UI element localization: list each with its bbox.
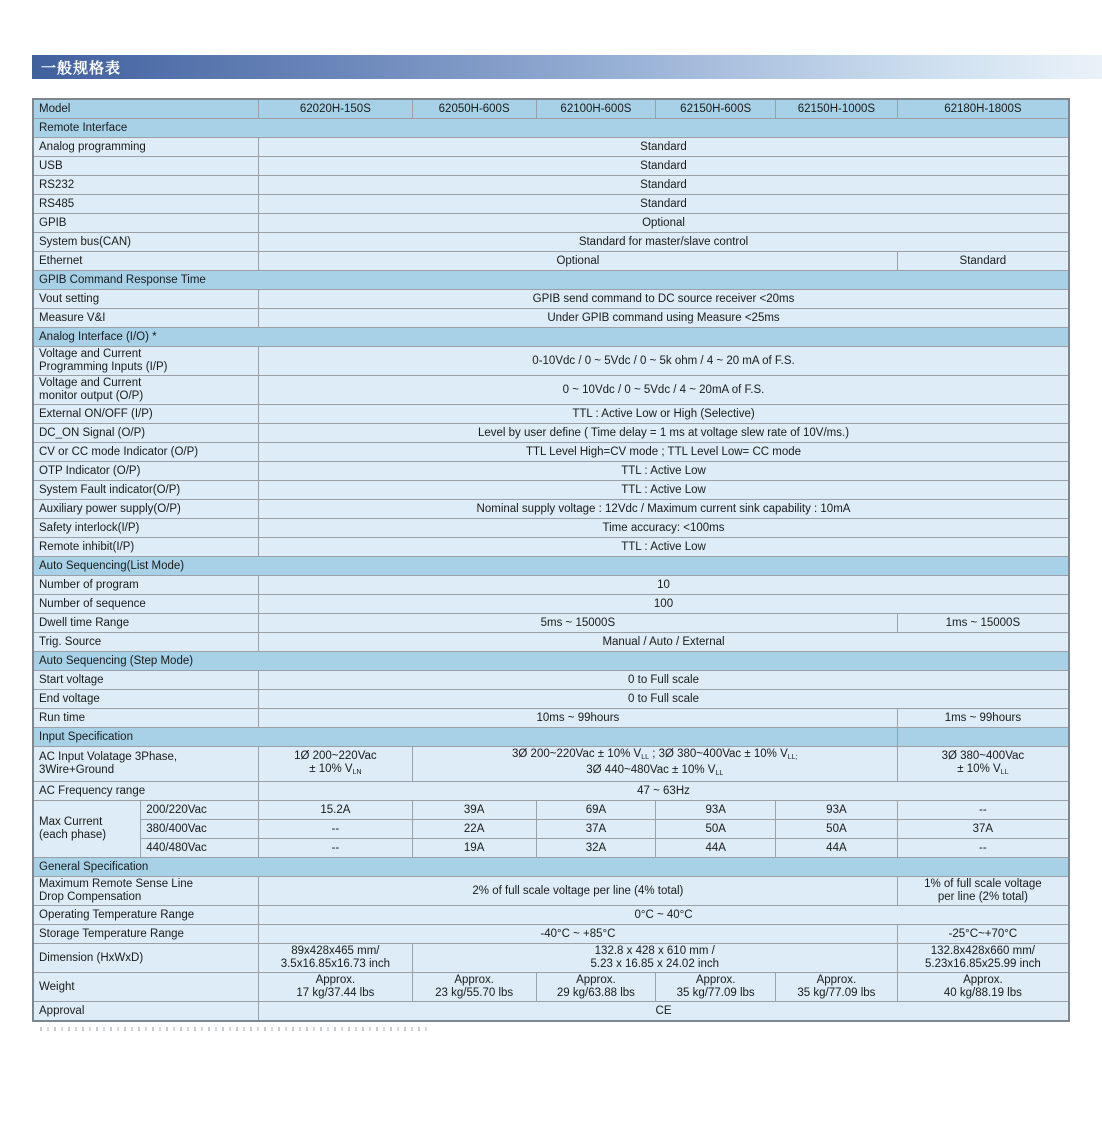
dimension-mid-line2: 5.23 x 16.85 x 24.02 inch <box>590 958 720 970</box>
row-label: External ON/OFF (I/P) <box>33 405 259 424</box>
cell-value: 93A <box>656 801 776 820</box>
row-value: 0 to Full scale <box>259 671 1069 690</box>
cell-value: 69A <box>536 801 656 820</box>
ac-input-col6 <box>897 747 1069 782</box>
weight-value: 17 kg/37.44 lbs <box>296 987 375 999</box>
spec-row <box>33 747 1069 782</box>
cell-value: -- <box>259 820 413 839</box>
spec-row <box>33 839 1069 858</box>
row-value: Manual / Auto / External <box>259 633 1069 652</box>
spec-row <box>33 1002 1069 1022</box>
row-label: RS232 <box>33 176 259 195</box>
section-header-row <box>33 119 1069 138</box>
spec-row <box>33 973 1069 1002</box>
ac-input-mid-line2: 3Ø 440~480Vac ± 10% $V_{LL}$ <box>586 764 724 777</box>
dimension-col1-line1: 89x428x465 mm/ <box>291 945 380 957</box>
row-value: Standard <box>259 195 1069 214</box>
cell-value: 50A <box>776 820 898 839</box>
dimension-col1-line2: 3.5x16.85x16.73 inch <box>280 958 391 970</box>
dimension-col1 <box>259 944 413 973</box>
row-value-last: 1ms ~ 15000S <box>897 614 1069 633</box>
spec-row <box>33 944 1069 973</box>
spec-row <box>33 405 1069 424</box>
spec-row <box>33 801 1069 820</box>
dimension-col6-line2: 5.23x16.85x25.99 inch <box>925 958 1041 970</box>
cell-value: 32A <box>536 839 656 858</box>
section-title: GPIB Command Response Time <box>33 271 1069 290</box>
section-title: General Specification <box>33 858 1069 877</box>
section-title: Analog Interface (I/O) * <box>33 328 1069 347</box>
row-label: Operating Temperature Range <box>33 906 259 925</box>
spec-row <box>33 538 1069 557</box>
model-name: 62150H-600S <box>656 99 776 119</box>
cell-value: 37A <box>536 820 656 839</box>
section-header-spacer-cell <box>897 728 1069 747</box>
dimension-mid <box>412 944 897 973</box>
weight-cell <box>536 973 656 1002</box>
ac-input-col6-line1: 3Ø 380~400Vac <box>941 749 1025 762</box>
spec-row <box>33 214 1069 233</box>
spec-row <box>33 462 1069 481</box>
spec-row <box>33 595 1069 614</box>
spec-row <box>33 690 1069 709</box>
row-label-line2: Drop Compensation <box>39 891 142 903</box>
row-value: Standard <box>259 176 1069 195</box>
row-value: GPIB send command to DC source receiver <20ms <box>259 290 1069 309</box>
cell-value: 37A <box>897 820 1069 839</box>
cell-value: 19A <box>412 839 536 858</box>
row-label: GPIB <box>33 214 259 233</box>
spec-row <box>33 424 1069 443</box>
max-current-sublabel: 200/220Vac <box>141 801 259 820</box>
section-header-row <box>33 271 1069 290</box>
row-label-line2: Programming Inputs (I/P) <box>39 361 168 373</box>
model-name: 62150H-1000S <box>776 99 898 119</box>
spec-row <box>33 157 1069 176</box>
weight-approx: Approx. <box>576 974 616 986</box>
spec-row <box>33 376 1069 405</box>
weight-cell <box>897 973 1069 1002</box>
cell-value: 22A <box>412 820 536 839</box>
row-label <box>33 747 259 782</box>
model-name: 62180H-1800S <box>897 99 1069 119</box>
dimension-mid-line1: 132.8 x 428 x 610 mm / <box>594 945 715 957</box>
model-header-row <box>33 99 1069 119</box>
ac-input-mid-line1: 3Ø 200~220Vac ± 10% $V_{LL}$ ; 3Ø 380~400Vac ± 10% $V_{LL;}$ <box>512 748 798 761</box>
row-value: -40°C ~ +85°C <box>259 925 898 944</box>
spec-row <box>33 233 1069 252</box>
spec-table <box>32 98 1070 1022</box>
row-value: Under GPIB command using Measure <25ms <box>259 309 1069 328</box>
row-label: Auxiliary power supply(O/P) <box>33 500 259 519</box>
section-title: Input Specification <box>33 728 897 747</box>
model-name: 62100H-600S <box>536 99 656 119</box>
spec-row <box>33 906 1069 925</box>
weight-cell <box>656 973 776 1002</box>
row-value: CE <box>259 1002 1069 1022</box>
row-label: Ethernet <box>33 252 259 271</box>
row-value: 2% of full scale voltage per line (4% total) <box>259 877 898 906</box>
cell-value: -- <box>259 839 413 858</box>
row-label: USB <box>33 157 259 176</box>
section-header-row <box>33 557 1069 576</box>
row-label: Measure V&I <box>33 309 259 328</box>
row-value-last-line1: 1% of full scale voltage <box>924 878 1042 890</box>
row-value: 0-10Vdc / 0 ~ 5Vdc / 0 ~ 5k ohm / 4 ~ 20 mA of F.S. <box>259 347 1069 376</box>
row-value: TTL Level High=CV mode ; TTL Level Low= CC mode <box>259 443 1069 462</box>
weight-cell <box>412 973 536 1002</box>
weight-approx: Approx. <box>454 974 494 986</box>
weight-cell <box>776 973 898 1002</box>
weight-value: 35 kg/77.09 lbs <box>797 987 876 999</box>
max-current-label-line1: Max Current <box>39 816 103 828</box>
spec-row <box>33 481 1069 500</box>
section-title: Remote Interface <box>33 119 1069 138</box>
cell-value: 50A <box>656 820 776 839</box>
section-header-row <box>33 728 1069 747</box>
truncated-footnote-text <box>40 1027 430 1031</box>
section-header-row <box>33 858 1069 877</box>
row-label <box>33 877 259 906</box>
row-label: Weight <box>33 973 259 1002</box>
spec-row <box>33 176 1069 195</box>
section-title: Auto Sequencing (Step Mode) <box>33 652 1069 671</box>
weight-value: 29 kg/63.88 lbs <box>556 987 635 999</box>
spec-row <box>33 576 1069 595</box>
row-label: Approval <box>33 1002 259 1022</box>
row-label: AC Frequency range <box>33 782 259 801</box>
weight-approx: Approx. <box>963 974 1003 986</box>
spec-row <box>33 252 1069 271</box>
section-header-row <box>33 652 1069 671</box>
weight-approx: Approx. <box>816 974 857 986</box>
spec-row <box>33 709 1069 728</box>
row-label: Analog programming <box>33 138 259 157</box>
row-value: 0°C ~ 40°C <box>259 906 1069 925</box>
spec-row <box>33 500 1069 519</box>
row-value: 0 to Full scale <box>259 690 1069 709</box>
spec-row <box>33 290 1069 309</box>
row-value: TTL : Active Low <box>259 481 1069 500</box>
row-label: CV or CC mode Indicator (O/P) <box>33 443 259 462</box>
row-label: End voltage <box>33 690 259 709</box>
row-value: 10 <box>259 576 1069 595</box>
weight-approx: Approx. <box>315 974 356 986</box>
spec-row <box>33 138 1069 157</box>
model-label: Model <box>33 99 259 119</box>
row-value: Time accuracy: <100ms <box>259 519 1069 538</box>
row-label: Start voltage <box>33 671 259 690</box>
row-value: Standard <box>259 138 1069 157</box>
row-value: 0 ~ 10Vdc / 0 ~ 5Vdc / 4 ~ 20mA of F.S. <box>259 376 1069 405</box>
ac-input-col1 <box>259 747 413 782</box>
row-label: Dimension (HxWxD) <box>33 944 259 973</box>
cell-value: 39A <box>412 801 536 820</box>
row-value: Level by user define ( Time delay = 1 ms at voltage slew rate of 10V/ms.) <box>259 424 1069 443</box>
max-current-sublabel: 440/480Vac <box>141 839 259 858</box>
page-title: 一般规格表 <box>41 59 122 77</box>
row-value-last: 1ms ~ 99hours <box>897 709 1069 728</box>
spec-row <box>33 195 1069 214</box>
row-label-line2: monitor output (O/P) <box>39 390 144 402</box>
row-label: Vout setting <box>33 290 259 309</box>
row-value: 100 <box>259 595 1069 614</box>
row-value: TTL : Active Low <box>259 462 1069 481</box>
weight-cell <box>259 973 413 1002</box>
row-value: 47 ~ 63Hz <box>259 782 1069 801</box>
ac-input-col1-line2: ± 10% $V_{LN}$ <box>309 762 362 776</box>
row-label <box>33 347 259 376</box>
row-label: System Fault indicator(O/P) <box>33 481 259 500</box>
row-label-line1: Voltage and Current <box>39 377 142 389</box>
cell-value: 44A <box>776 839 898 858</box>
dimension-col6-line1: 132.8x428x660 mm/ <box>930 945 1035 957</box>
spec-row <box>33 671 1069 690</box>
row-value: Standard for master/slave control <box>259 233 1069 252</box>
spec-row <box>33 820 1069 839</box>
row-value: Optional <box>259 214 1069 233</box>
max-current-sublabel: 380/400Vac <box>141 820 259 839</box>
row-label: Number of program <box>33 576 259 595</box>
cell-value: -- <box>897 839 1069 858</box>
row-value: TTL : Active Low <box>259 538 1069 557</box>
spec-row <box>33 877 1069 906</box>
model-name: 62020H-150S <box>259 99 413 119</box>
section-title: Auto Sequencing(List Mode) <box>33 557 1069 576</box>
row-value: Standard <box>259 157 1069 176</box>
weight-value: 40 kg/88.19 lbs <box>943 987 1022 999</box>
spec-row <box>33 633 1069 652</box>
row-label: System bus(CAN) <box>33 233 259 252</box>
row-label: RS485 <box>33 195 259 214</box>
spec-row <box>33 443 1069 462</box>
cell-value: 93A <box>776 801 898 820</box>
row-label: DC_ON Signal (O/P) <box>33 424 259 443</box>
model-name: 62050H-600S <box>412 99 536 119</box>
row-label-line1: Maximum Remote Sense Line <box>39 878 194 890</box>
row-value-last: Standard <box>897 252 1069 271</box>
row-value-last: -25°C~+70°C <box>897 925 1069 944</box>
row-value: TTL : Active Low or High (Selective) <box>259 405 1069 424</box>
row-label <box>33 376 259 405</box>
cell-value: 44A <box>656 839 776 858</box>
ac-input-col6-line2: ± 10% $V_{LL}$ <box>957 762 1009 776</box>
row-label: OTP Indicator (O/P) <box>33 462 259 481</box>
spec-row <box>33 519 1069 538</box>
spec-row <box>33 925 1069 944</box>
row-value: 5ms ~ 15000S <box>259 614 898 633</box>
dimension-col6 <box>897 944 1069 973</box>
row-label-line2: 3Wire+Ground <box>39 764 115 776</box>
row-label: Storage Temperature Range <box>33 925 259 944</box>
row-label: Dwell time Range <box>33 614 259 633</box>
row-value: Nominal supply voltage : 12Vdc / Maximum current sink capability : 10mA <box>259 500 1069 519</box>
spec-row <box>33 614 1069 633</box>
row-label-line1: AC Input Volatage 3Phase, <box>39 751 178 763</box>
weight-value: 23 kg/55.70 lbs <box>435 987 514 999</box>
row-label: Trig. Source <box>33 633 259 652</box>
cell-value: 15.2A <box>259 801 413 820</box>
max-current-label-line2: (each phase) <box>39 829 107 841</box>
row-label: Number of sequence <box>33 595 259 614</box>
weight-approx: Approx. <box>695 974 736 986</box>
row-label: Remote inhibit(I/P) <box>33 538 259 557</box>
max-current-label <box>33 801 141 858</box>
ac-input-mid <box>412 747 897 782</box>
row-value-last-line2: per line (2% total) <box>937 891 1028 903</box>
section-header-row <box>33 328 1069 347</box>
row-label: Run time <box>33 709 259 728</box>
spec-row <box>33 347 1069 376</box>
spec-row <box>33 782 1069 801</box>
row-value: Optional <box>259 252 898 271</box>
row-label-line1: Voltage and Current <box>39 348 142 360</box>
spec-row <box>33 309 1069 328</box>
row-value-last <box>897 877 1069 906</box>
cell-value: -- <box>897 801 1069 820</box>
weight-value: 35 kg/77.09 lbs <box>676 987 755 999</box>
row-label: Safety interlock(I/P) <box>33 519 259 538</box>
row-value: 10ms ~ 99hours <box>259 709 898 728</box>
ac-input-col1-line1: 1Ø 200~220Vac <box>294 749 377 762</box>
section-banner <box>32 55 1102 79</box>
